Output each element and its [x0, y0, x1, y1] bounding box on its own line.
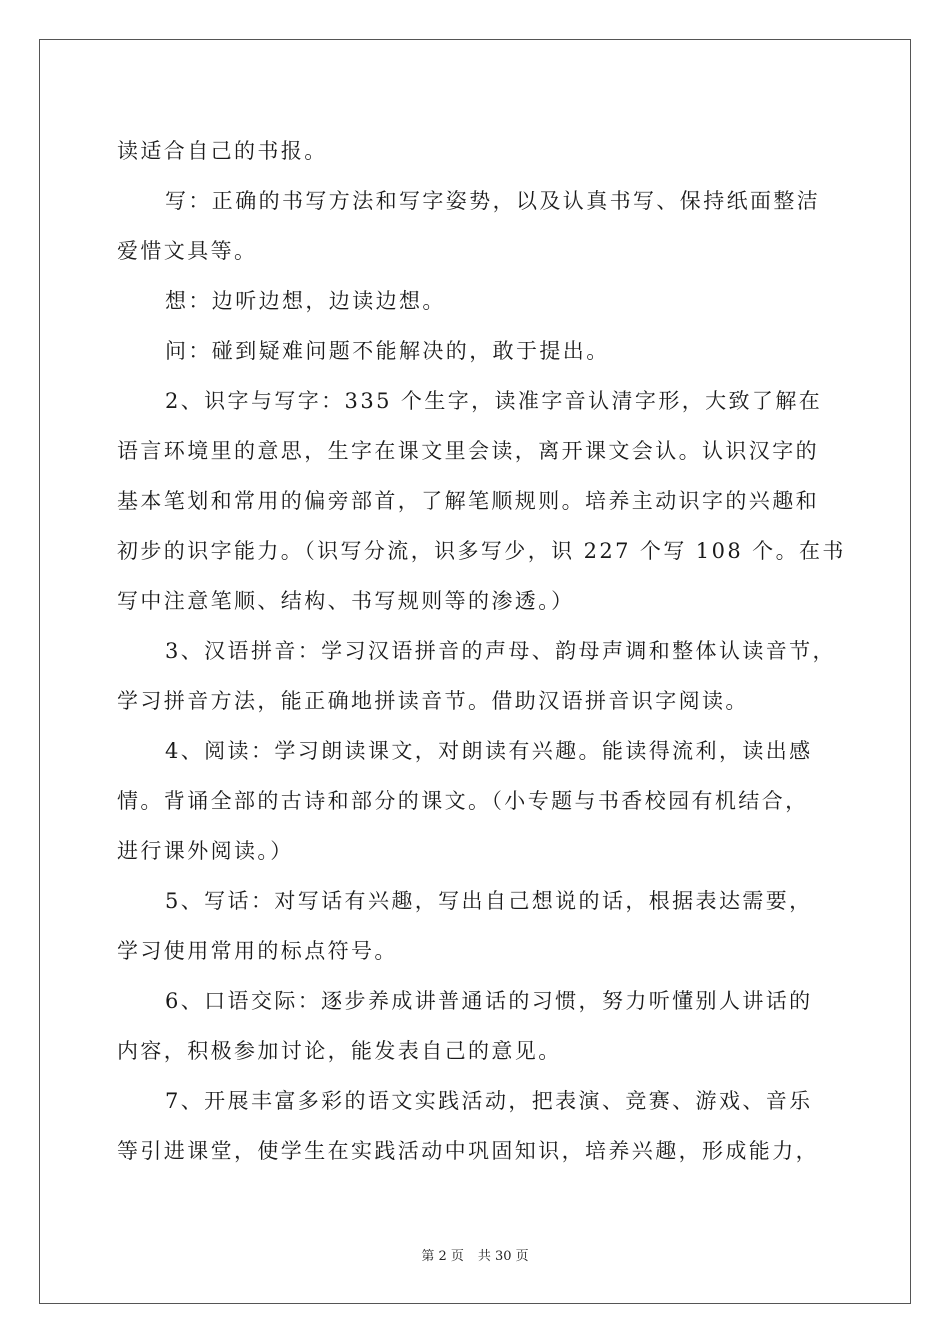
text-line: 学习拼音方法，能正确地拼读音节。借助汉语拼音识字阅读。	[117, 689, 749, 713]
page-footer	[0, 1245, 950, 1264]
text-line: 写中注意笔顺、结构、书写规则等的渗透。）	[117, 589, 575, 613]
text-line: 读适合自己的书报。	[117, 139, 328, 163]
text-line: 7、开展丰富多彩的语文实践活动，把表演、竞赛、游戏、音乐	[165, 1089, 813, 1113]
text-line: 爱惜文具等。	[117, 239, 258, 263]
text-line: 2、识字与写字：335 个生字，读准字音认清字形，大致了解在	[165, 389, 823, 413]
text-line: 想：边听边想，边读边想。	[165, 289, 446, 313]
page-number: 第 2 页	[421, 1249, 464, 1264]
text-line: 内容，积极参加讨论，能发表自己的意见。	[117, 1039, 562, 1063]
text-line: 3、汉语拼音：学习汉语拼音的声母、韵母声调和整体认读音节，	[165, 639, 836, 663]
text-line: 问：碰到疑难问题不能解决的，敢于提出。	[165, 339, 610, 363]
text-line: 学习使用常用的标点符号。	[117, 939, 398, 963]
text-line: 进行课外阅读。）	[117, 839, 294, 863]
text-line: 语言环境里的意思，生字在课文里会读，离开课文会认。认识汉字的	[117, 439, 819, 463]
text-line: 6、口语交际：逐步养成讲普通话的习惯，努力听懂别人讲话的	[165, 989, 813, 1013]
text-line: 写：正确的书写方法和写字姿势，以及认真书写、保持纸面整洁	[165, 189, 821, 213]
text-line: 5、写话：对写话有兴趣，写出自己想说的话，根据表达需要，	[165, 889, 813, 913]
text-line: 4、阅读：学习朗读课文，对朗读有兴趣。能读得流利，读出感	[165, 739, 813, 763]
text-line: 情。背诵全部的古诗和部分的课文。（小专题与书香校园有机结合，	[117, 789, 809, 813]
text-line: 等引进课堂，使学生在实践活动中巩固知识，培养兴趣，形成能力，	[117, 1139, 819, 1163]
document-body	[117, 126, 846, 1176]
text-line: 初步的识字能力。（识写分流，识多写少，识 227 个写 108 个。在书	[117, 539, 846, 563]
page-total: 共 30 页	[477, 1249, 529, 1264]
text-line: 基本笔划和常用的偏旁部首，了解笔顺规则。培养主动识字的兴趣和	[117, 489, 819, 513]
